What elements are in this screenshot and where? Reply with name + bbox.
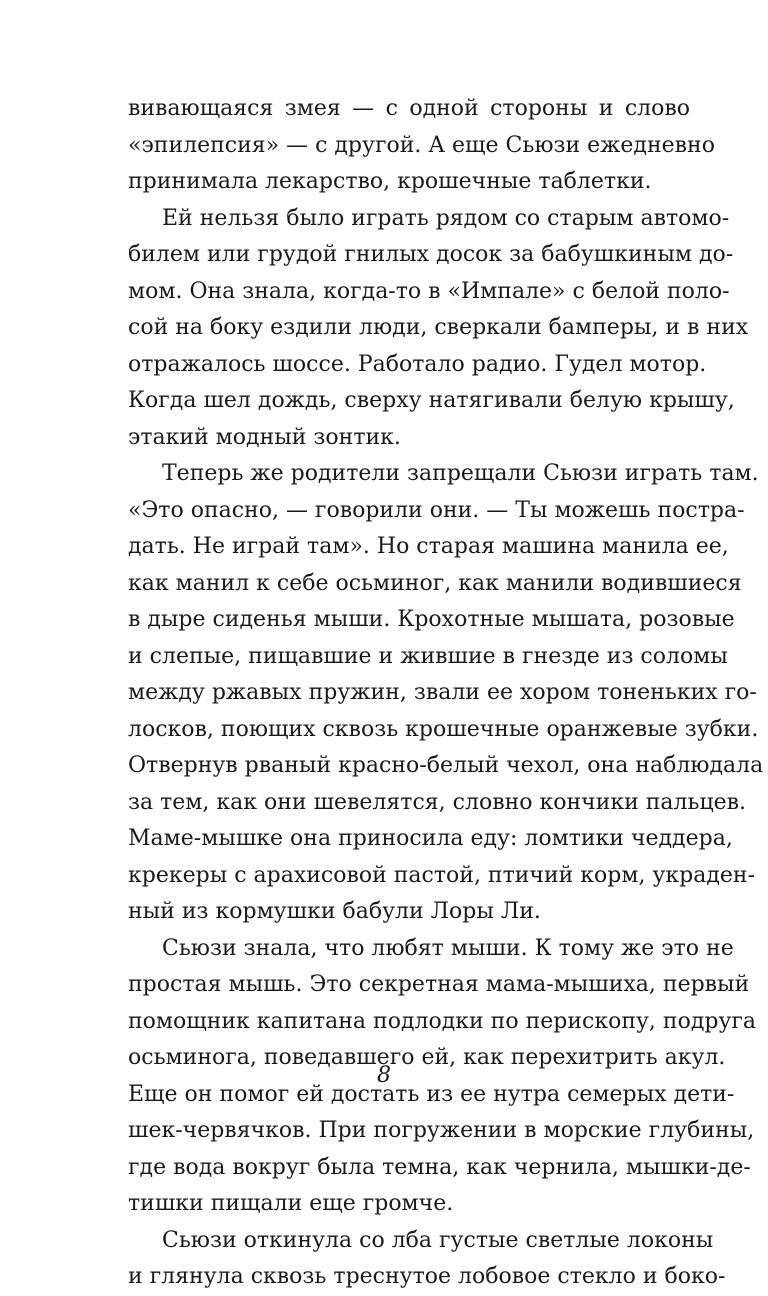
text-line: между ржавых пружин, звали ее хором тоненьких го- <box>128 680 757 705</box>
page-number: 8 <box>377 1063 391 1088</box>
text-line: где вода вокруг была темна, как чернила, мышки-де- <box>128 1154 751 1180</box>
text-line: Еще он помог ей достать из ее нутра семерых дети- <box>128 1081 735 1107</box>
text-line: и слепые, пищавшие и жившие в гнезде из соломы <box>128 643 728 669</box>
text-line: «Это опасно, — говорили они. — Ты можешь постра- <box>128 497 745 523</box>
text-line: дать. Не играй там». Но старая машина манила ее, <box>128 534 729 559</box>
text-line: помощник капитана подлодки по перископу, подруга <box>128 1008 757 1034</box>
text-line: за тем, как они шевелятся, словно кончики пальцев. <box>128 789 747 815</box>
text-line: Отвернув рваный красно-белый чехол, она наблюдала <box>128 753 764 778</box>
text-line: вивающаяся змея — с одной стороны и слово <box>128 96 690 121</box>
text-line: Сьюзи знала, что любят мыши. К тому же это не <box>162 935 734 961</box>
text-line: «эпилепсия» — с другой. А еще Сьюзи ежедневно <box>128 132 715 158</box>
text-line: Теперь же родители запрещали Сьюзи играть там. <box>162 461 759 486</box>
text-line: Когда шел дождь, сверху натягивали белую крышу, <box>128 388 735 413</box>
text-line: мом. Она знала, когда-то в «Импале» с белой поло- <box>128 278 730 304</box>
text-line: ный из кормушки бабули Лоры Ли. <box>128 899 541 924</box>
text-line: и глянула сквозь треснутое лобовое стекло и боко- <box>128 1264 726 1289</box>
text-line: Ей нельзя было играть рядом со старым автомо- <box>162 205 730 231</box>
text-line: Сьюзи откинула со лба густые светлые локоны <box>162 1227 714 1253</box>
page-text <box>128 91 764 1296</box>
text-line: в дыре сиденья мыши. Крохотные мышата, розовые <box>128 607 735 632</box>
text-line: этакий модный зонтик. <box>128 424 401 450</box>
text-line: простая мышь. Это секретная мама-мышиха, первый <box>128 972 750 997</box>
text-line: сой на боку ездили люди, сверкали бамперы, и в них <box>128 315 749 340</box>
text-line: принимала лекарство, крошечные таблетки. <box>128 169 652 194</box>
text-line: шек-червячков. При погружении в морские глубины, <box>128 1118 755 1143</box>
text-line: лосков, поющих сквозь крошечные оранжевые зубки. <box>128 716 759 742</box>
text-line: крекеры с арахисовой пастой, птичий корм, украден- <box>128 862 756 888</box>
text-line: билем или грудой гнилых досок за бабушкиным до- <box>128 242 734 267</box>
text-line: осьминога, поведавшего ей, как перехитрить акул. <box>128 1045 726 1070</box>
text-line: тишки пищали еще громче. <box>128 1191 454 1216</box>
text-line: как манил к себе осьминог, как манили водившиеся <box>128 570 742 596</box>
text-line: отражалось шоссе. Работало радио. Гудел мотор. <box>128 351 707 377</box>
text-line: Маме-мышке она приносила еду: ломтики чеддера, <box>128 826 733 851</box>
